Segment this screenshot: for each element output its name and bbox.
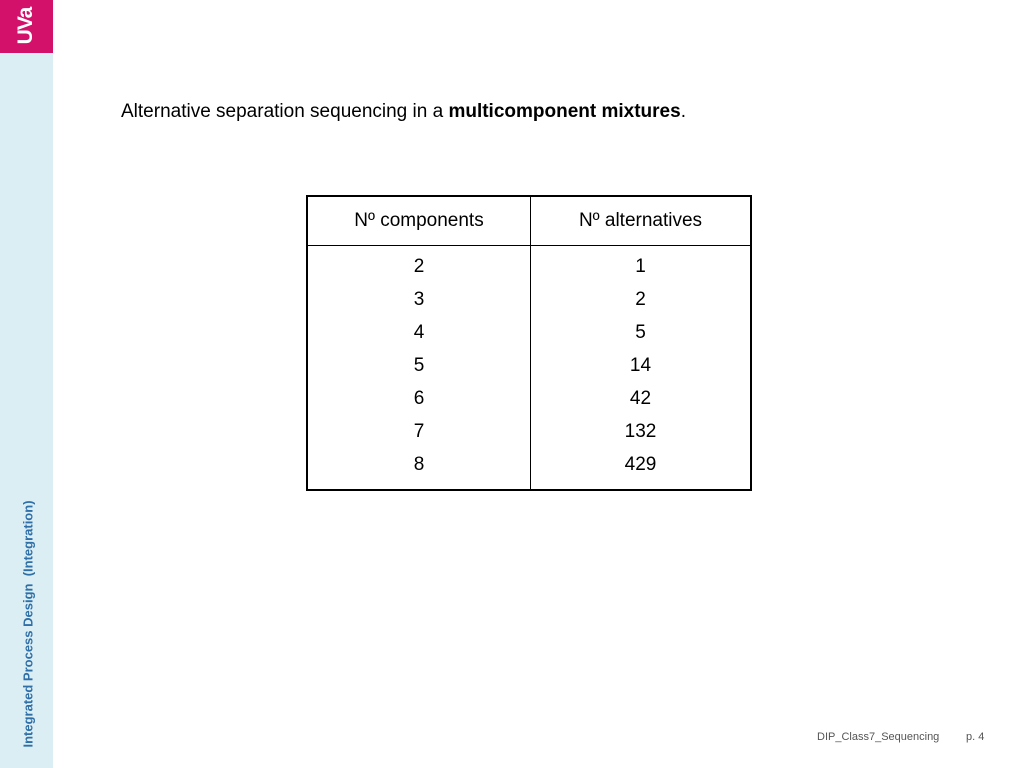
- table-body-row: [307, 246, 751, 491]
- components-value: 7: [413, 421, 425, 442]
- components-value: 4: [413, 322, 425, 343]
- header-components: Nº components: [307, 196, 531, 246]
- alternatives-value: 5: [635, 322, 646, 343]
- uva-logo: [0, 0, 53, 53]
- footer-page-number: p. 4: [966, 731, 985, 743]
- components-value: 3: [413, 289, 425, 310]
- logo-text: UVa: [14, 7, 37, 45]
- title-prefix: Alternative separation sequencing in a: [121, 101, 449, 122]
- title-bold: multicomponent mixtures: [448, 101, 681, 122]
- footer-document-name: DIP_Class7_Sequencing: [817, 731, 940, 743]
- header-alternatives: Nº alternatives: [531, 196, 752, 246]
- alternatives-value: 42: [629, 388, 652, 409]
- alternatives-value: 1: [635, 256, 646, 277]
- alternatives-value: 2: [635, 289, 646, 310]
- alternatives-column: [531, 246, 752, 491]
- components-value: 8: [413, 454, 425, 475]
- slide-title: [121, 101, 686, 123]
- title-suffix: .: [680, 101, 686, 122]
- sidebar-course-label: Integrated Process Design (Integration): [20, 500, 36, 748]
- components-value: 6: [413, 388, 425, 409]
- table-header-row: [307, 196, 751, 246]
- components-value: 5: [413, 355, 425, 376]
- sidebar: [0, 0, 53, 768]
- alternatives-table: [306, 195, 752, 491]
- alternatives-value: 429: [624, 454, 657, 475]
- components-column: [307, 246, 531, 491]
- alternatives-value: 132: [624, 421, 657, 442]
- alternatives-value: 14: [629, 355, 652, 376]
- components-value: 2: [413, 256, 425, 277]
